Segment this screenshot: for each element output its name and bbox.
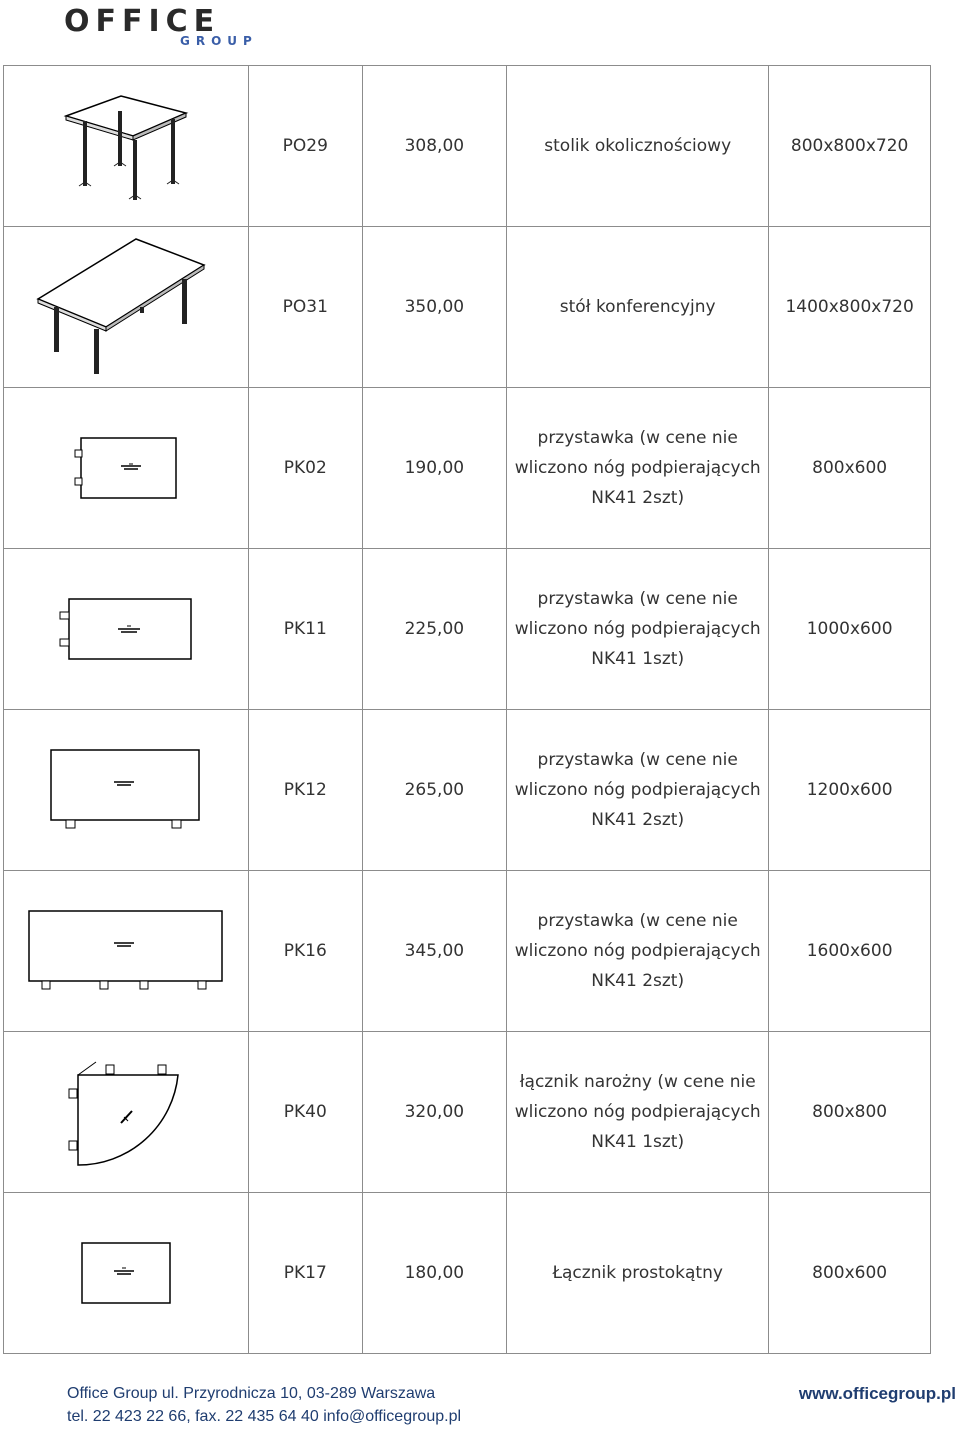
office-group-logo [62, 4, 282, 48]
product-size: 1200x600 [769, 710, 931, 871]
product-price: 320,00 [362, 1032, 507, 1193]
table-row [4, 871, 931, 1032]
table-row [4, 1193, 931, 1354]
product-code: PO31 [249, 227, 362, 388]
product-image-cell [4, 1032, 249, 1193]
product-code: PK40 [249, 1032, 362, 1193]
product-size: 800x600 [769, 1193, 931, 1354]
product-description: przystawka (w cene nie wliczono nóg podpierających NK41 1szt) [507, 549, 769, 710]
product-image-cell [4, 1193, 249, 1354]
product-description: przystawka (w cene nie wliczono nóg podpierających NK41 2szt) [507, 388, 769, 549]
product-price: 345,00 [362, 871, 507, 1032]
extension-plan-icon [46, 745, 206, 835]
conference-table-icon [36, 237, 216, 377]
extension-plan-icon [26, 906, 226, 996]
svg-text:OFFICE: OFFICE [64, 4, 221, 39]
table-row [4, 388, 931, 549]
extension-plan-icon [56, 594, 196, 664]
product-code: PK12 [249, 710, 362, 871]
table-row [4, 1032, 931, 1193]
product-price: 190,00 [362, 388, 507, 549]
product-code: PK17 [249, 1193, 362, 1354]
product-code: PO29 [249, 66, 362, 227]
product-size: 800x600 [769, 388, 931, 549]
table-row [4, 549, 931, 710]
product-size: 1400x800x720 [769, 227, 931, 388]
table-row [4, 66, 931, 227]
table-row [4, 710, 931, 871]
product-size: 1600x600 [769, 871, 931, 1032]
product-image-cell [4, 388, 249, 549]
product-code: PK11 [249, 549, 362, 710]
product-description: łącznik narożny (w cene nie wliczono nóg podpierających NK41 1szt) [507, 1032, 769, 1193]
product-description: przystawka (w cene nie wliczono nóg podpierających NK41 2szt) [507, 710, 769, 871]
svg-text:GROUP: GROUP [180, 34, 258, 48]
table-row [4, 227, 931, 388]
footer-website-link[interactable]: www.officegroup.pl [798, 1384, 956, 1403]
product-image-cell [4, 549, 249, 710]
product-price: 308,00 [362, 66, 507, 227]
footer-contact [67, 1382, 461, 1428]
product-size: 1000x600 [769, 549, 931, 710]
footer-phone-email[interactable]: tel. 22 423 22 66, fax. 22 435 64 40 info@officegroup.pl [67, 1408, 462, 1425]
product-size: 800x800x720 [769, 66, 931, 227]
corner-connector-icon [66, 1057, 186, 1167]
product-price: 265,00 [362, 710, 507, 871]
extension-plan-icon [71, 433, 181, 503]
product-image-cell [4, 710, 249, 871]
product-price: 180,00 [362, 1193, 507, 1354]
product-price: 225,00 [362, 549, 507, 710]
product-code: PK16 [249, 871, 362, 1032]
footer-address: Office Group ul. Przyrodnicza 10, 03-289 Warszawa [67, 1385, 436, 1402]
coffee-table-icon [61, 91, 191, 201]
product-size: 800x800 [769, 1032, 931, 1193]
product-image-cell [4, 871, 249, 1032]
product-description: stół konferencyjny [507, 227, 769, 388]
product-description: przystawka (w cene nie wliczono nóg podpierających NK41 2szt) [507, 871, 769, 1032]
product-price: 350,00 [362, 227, 507, 388]
product-code: PK02 [249, 388, 362, 549]
product-table [3, 65, 931, 1354]
product-image-cell [4, 66, 249, 227]
product-description: stolik okolicznościowy [507, 66, 769, 227]
rectangular-connector-icon [78, 1240, 174, 1306]
product-description: Łącznik prostokątny [507, 1193, 769, 1354]
product-image-cell [4, 227, 249, 388]
